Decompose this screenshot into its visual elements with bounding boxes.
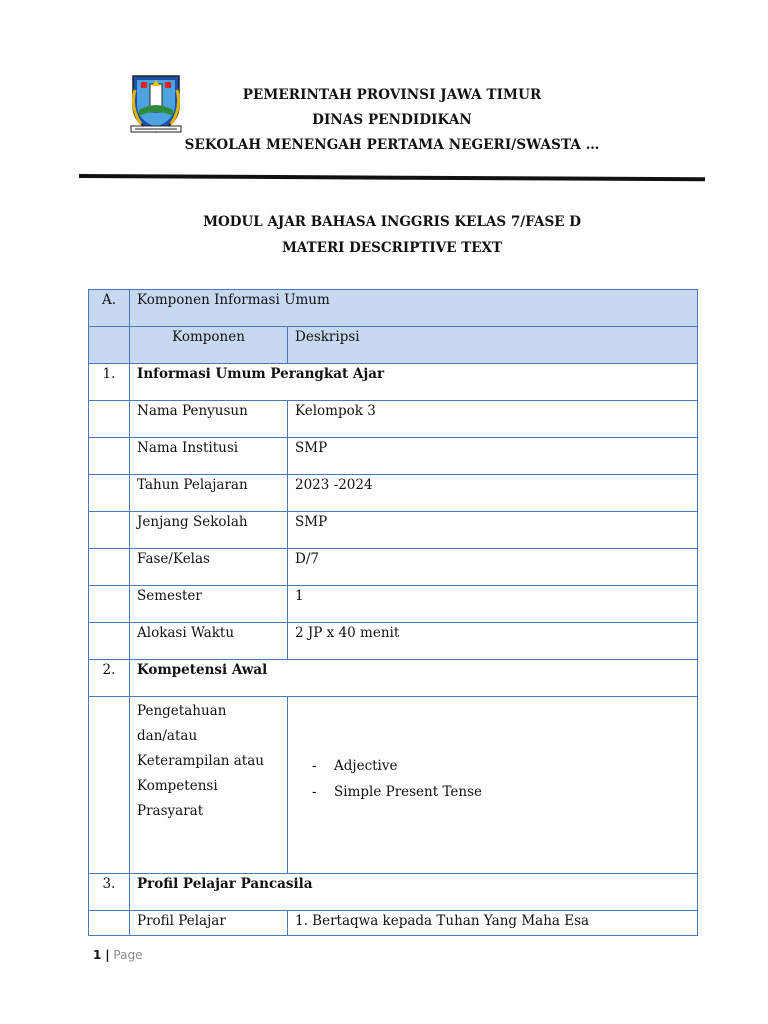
- row-deskripsi: SMP: [288, 438, 698, 475]
- section-2-row: [89, 660, 698, 697]
- list-item: [312, 753, 690, 779]
- row-deskripsi: 1. Bertaqwa kepada Tuhan Yang Maha Esa: [288, 911, 698, 936]
- row-komponen: Tahun Pelajaran: [130, 475, 288, 512]
- prerequisite-label: [130, 697, 288, 874]
- section-a-number: A.: [89, 290, 130, 327]
- column-header-komponen: Komponen: [130, 327, 288, 364]
- header-department: DINAS PENDIDIKAN: [312, 112, 472, 128]
- list-item: [312, 779, 690, 805]
- row-komponen: Jenjang Sekolah: [130, 512, 288, 549]
- table-row: [89, 401, 698, 438]
- module-info-table: [88, 289, 698, 936]
- list-item-text: Simple Present Tense: [334, 784, 483, 800]
- table-row: [89, 549, 698, 586]
- header-divider: [79, 174, 705, 181]
- prerequisite-label-line: dan/atau: [137, 728, 198, 744]
- row-komponen: Semester: [130, 586, 288, 623]
- list-dash: -: [312, 758, 317, 774]
- row-komponen: Fase/Kelas: [130, 549, 288, 586]
- page-footer: [93, 948, 142, 962]
- prerequisite-label-line: Kompetensi: [137, 778, 218, 794]
- prerequisite-row: [89, 697, 698, 874]
- row-komponen: Nama Institusi: [130, 438, 288, 475]
- prerequisite-label-line: Keterampilan atau: [137, 753, 264, 769]
- table-row: [89, 475, 698, 512]
- row-deskripsi: D/7: [288, 549, 698, 586]
- section-a-row: [89, 290, 698, 327]
- module-title: MODUL AJAR BAHASA INGGRIS KELAS 7/FASE D: [203, 214, 581, 230]
- section-3-row: [89, 874, 698, 911]
- row-deskripsi: 1: [288, 586, 698, 623]
- row-deskripsi: SMP: [288, 512, 698, 549]
- column-header-row: [89, 327, 698, 364]
- row-komponen: Profil Pelajar: [130, 911, 288, 936]
- section-3-number: 3.: [89, 874, 130, 911]
- column-header-deskripsi: Deskripsi: [288, 327, 698, 364]
- table-row: [89, 623, 698, 660]
- section-3-label: Profil Pelajar Pancasila: [130, 874, 698, 911]
- prerequisite-label-line: Pengetahuan: [137, 703, 227, 719]
- row-deskripsi: Kelompok 3: [288, 401, 698, 438]
- page-separator: |: [105, 948, 110, 962]
- header-government: PEMERINTAH PROVINSI JAWA TIMUR: [242, 87, 542, 103]
- table-row: [89, 512, 698, 549]
- module-subtitle: MATERI DESCRIPTIVE TEXT: [281, 240, 503, 256]
- header-school: SEKOLAH MENENGAH PERTAMA NEGERI/SWASTA …: [184, 137, 600, 153]
- row-komponen: Nama Penyusun: [130, 401, 288, 438]
- section-2-label: Kompetensi Awal: [130, 660, 698, 697]
- page-label: Page: [113, 948, 143, 962]
- list-dash: -: [312, 784, 317, 800]
- prerequisite-list: [288, 697, 698, 874]
- section-1-row: [89, 364, 698, 401]
- section-a-label: Komponen Informasi Umum: [130, 290, 698, 327]
- list-item-text: Adjective: [334, 758, 398, 774]
- section-1-label: Informasi Umum Perangkat Ajar: [130, 364, 698, 401]
- section-2-number: 2.: [89, 660, 130, 697]
- row-deskripsi: 2023 -2024: [288, 475, 698, 512]
- section-1-number: 1.: [89, 364, 130, 401]
- prerequisite-label-line: Prasyarat: [137, 803, 204, 819]
- table-row: [89, 911, 698, 936]
- row-deskripsi: 2 JP x 40 menit: [288, 623, 698, 660]
- table-row: [89, 438, 698, 475]
- page-number: 1: [93, 948, 102, 962]
- row-komponen: Alokasi Waktu: [130, 623, 288, 660]
- table-row: [89, 586, 698, 623]
